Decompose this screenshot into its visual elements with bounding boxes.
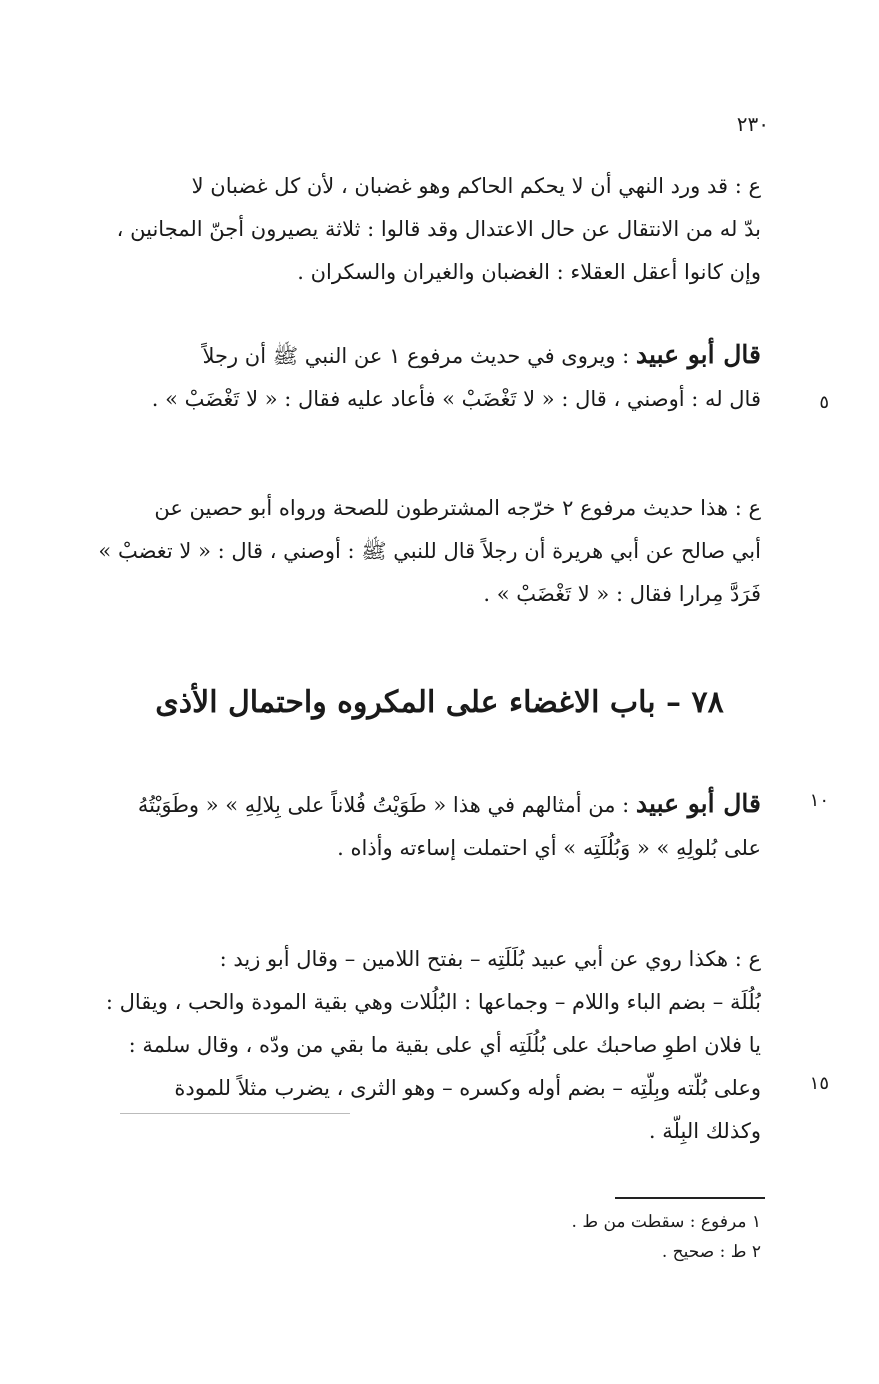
text-fragment: : من أمثالهم في هذا « طَوَيْتُ فُلاناً على بِلالِهِ » « وطَوَيْتُهُ — [137, 793, 630, 817]
text-line: ع : هذا حديث مرفوع ٢ خرّجه المشترطون للصحة ورواه أبو حصين عن — [154, 496, 761, 520]
footnote: ١ مرفوع : سقطت من ط . — [571, 1212, 761, 1232]
paragraph-4 — [49, 782, 761, 870]
chapter-heading: ٧٨ – باب الاغضاء على المكروه واحتمال الأذى — [155, 685, 724, 720]
text-line: وكذلك البِلّة . — [648, 1119, 761, 1143]
text-line: يا فلان اطوِ صاحبك على بُلُلَتِه أي على بقية ما بقي من ودّه ، وقال سلمة : — [128, 1033, 761, 1057]
text-line: فَرَدَّ مِرارا فقال : « لا تَغْضَبْ » . — [483, 582, 761, 606]
text-line: وعلى بُلّته وبِلّتِه – بضم أوله وكسره – وهو الثرى ، يضرب مثلاً للمودة — [174, 1076, 761, 1100]
text-line: بدّ له من الانتقال عن حال الاعتدال وقد قالوا : ثلاثة يصيرون أجنّ المجانين ، — [116, 217, 761, 241]
paragraph-1 — [49, 165, 761, 294]
text-line: وإن كانوا أعقل العقلاء : الغضبان والغيران والسكران . — [297, 260, 761, 284]
text-line: أبي صالح عن أبي هريرة أن رجلاً قال للنبي ﷺ : أوصني ، قال : « لا تغضبْ » — [98, 539, 761, 563]
footnote-divider — [615, 1197, 765, 1199]
text-line: ع : هكذا روي عن أبي عبيد بُلَلَتِه – بفتح اللامين – وقال أبو زيد : — [219, 947, 761, 971]
text-line: قال له : أوصني ، قال : « لا تَغْضَبْ » فأعاد عليه فقال : « لا تَغْضَبْ » . — [151, 387, 761, 411]
faint-divider — [120, 1113, 350, 1114]
text-line — [49, 333, 761, 378]
page-number: ٢٣٠ — [736, 112, 769, 136]
text-line: بُلُلَة – بضم الباء واللام – وجماعها : البُلُلات وهي بقية المودة والحب ، ويقال : — [105, 990, 761, 1014]
paragraph-5 — [49, 938, 761, 1153]
text-line — [49, 782, 761, 827]
text-line: على بُلولِهِ » « وَبُلُلَتِه » أي احتملت إساءته وأذاه . — [337, 836, 761, 860]
margin-line-number: ٥ — [819, 392, 829, 413]
paragraph-2 — [49, 333, 761, 421]
speaker-label: قال أبو عبيد — [635, 340, 761, 369]
text-line: ع : قد ورد النهي أن لا يحكم الحاكم وهو غضبان ، لأن كل غضبان لا — [191, 174, 761, 198]
text-fragment: : ويروى في حديث مرفوع ١ عن النبي ﷺ أن رجلاً — [202, 344, 630, 368]
speaker-label: قال أبو عبيد — [635, 789, 761, 818]
margin-line-number: ١٠ — [809, 790, 829, 811]
footnotes — [261, 1207, 761, 1267]
margin-line-number: ١٥ — [809, 1073, 829, 1094]
footnote: ٢ ط : صحيح . — [661, 1242, 761, 1262]
paragraph-3 — [49, 487, 761, 616]
